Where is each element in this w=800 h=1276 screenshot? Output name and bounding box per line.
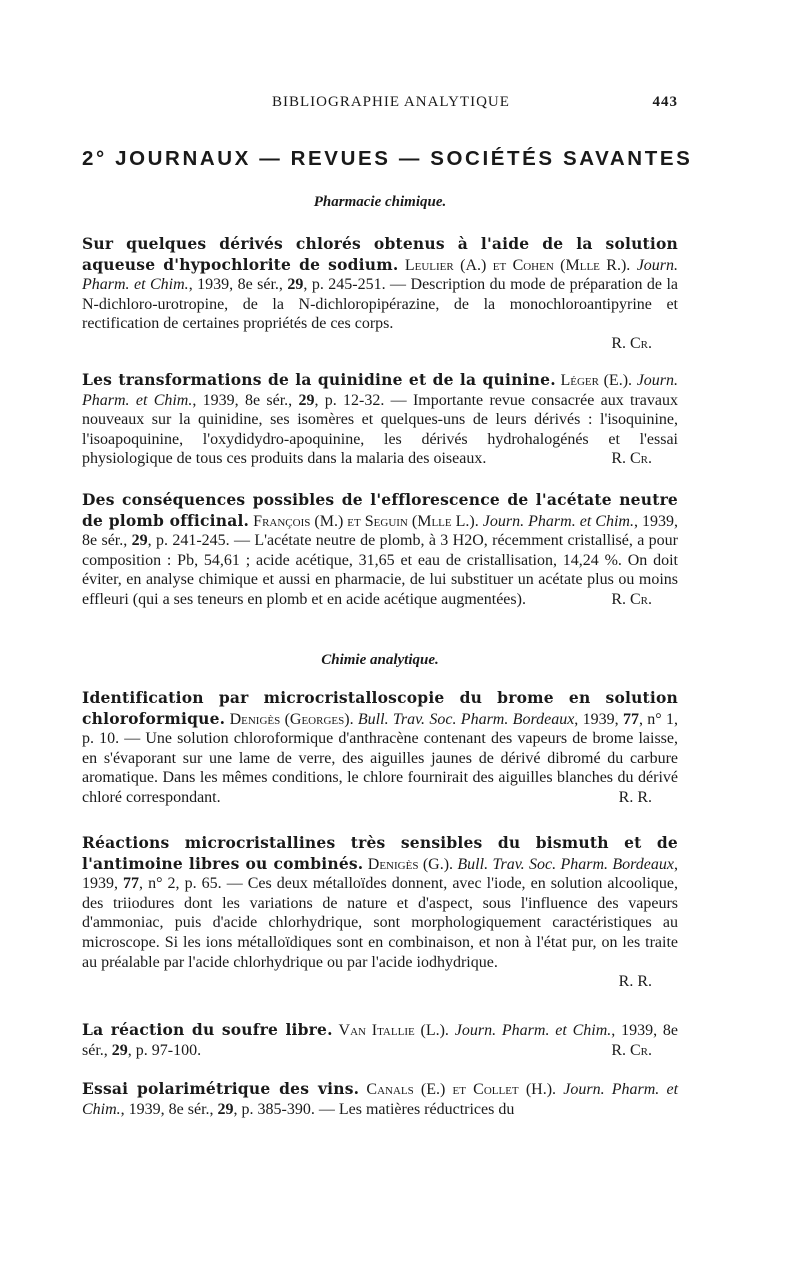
entry-pages: , p. 385-390.: [233, 1100, 315, 1118]
entry-journal: Journ. Pharm. et Chim.: [482, 512, 634, 530]
entry-title: Les transformations de la quinidine et de la quinine.: [82, 370, 556, 389]
running-title: BIBLIOGRAPHIE ANALYTIQUE: [272, 94, 510, 110]
entry-ref-year: , 1939,: [82, 855, 678, 893]
entry-authors: Denigès (G.).: [367, 855, 454, 873]
entry-abstract: — L'acétate neutre de plomb, à 3 H2O, récemment cristallisé, a pour composition : Pb, 54,61 ; acide acétique, 31,65 et eau de cristallisation, 14,24 %. On doit éviter, en analyse chimique et aussi en pharmacie, de lui substituer un acétate plus ou moins effleuri (qui a ses teneurs en plomb et en acide acétique augmentées).: [82, 532, 678, 608]
entry-signature: R. Cr.: [611, 450, 652, 468]
entry-journal: Journ. Pharm. et Chim.: [454, 1022, 612, 1039]
entry-title: Des conséquences possibles de l'efflorescence de l'acétate neutre de plomb officinal.: [82, 490, 678, 530]
entry-abstract: — Les matières réductrices du: [314, 1100, 515, 1118]
entry-ref-year: , 1939, 8e sér.,: [192, 391, 299, 409]
entry-pages: , p. 97-100.: [127, 1041, 202, 1059]
entry-pages: , p. 245-251.: [303, 276, 386, 294]
entry-volume: 29: [287, 276, 304, 294]
entry-abstract: — Une solution chloroformique d'anthracène contenant des vapeurs de brome laisse, en s'évaporant sur une lame de verre, des aiguilles jaunes de dérivé dibromé du carbure aromatique. Dans les mêmes conditions, le chlore fournirait des aiguilles blanches du dérivé chloré correspondant.: [82, 730, 678, 806]
entry-journal: Bull. Trav. Soc. Pharm. Bordeaux: [457, 855, 674, 873]
entry-journal: Bull. Trav. Soc. Pharm. Bordeaux: [357, 710, 575, 728]
entry-title: Identification par microcristalloscopie du brome en solution chloroformique.: [82, 688, 678, 728]
entry-authors: François (M.) et Seguin (Mlle L.).: [253, 512, 479, 530]
entry-ref-year: , 1939,: [574, 710, 623, 728]
entry-title: Essai polarimétrique des vins.: [82, 1079, 360, 1098]
subheading-pharmacie-chimique: Pharmacie chimique.: [313, 194, 447, 210]
bibliography-entry: [82, 833, 678, 992]
bibliography-entry: [82, 370, 678, 469]
entry-abstract: — Importante revue consacrée aux travaux nouveaux sur la quinidine, ses isomères et quelques-uns de leurs dérivés : l'isoquinine, l'isoapoquinine, l'oxydidydro-apoquinine, les dérivés hydrohalogénés et l'essai physiologique de tous ces produits dans la malaria des oiseaux.: [82, 391, 679, 468]
entry-ref-year: , 1939, 8e sér.,: [188, 276, 288, 294]
entry-title: La réaction du soufre libre.: [82, 1020, 333, 1039]
page-number: 443: [652, 94, 678, 110]
entry-authors: Léger (E.).: [560, 372, 633, 389]
entry-journal: Journ. Pharm. et Chim.: [82, 256, 679, 294]
bibliography-entry: [82, 688, 678, 808]
entry-volume: 29: [217, 1100, 234, 1118]
entry-volume: 29: [298, 391, 315, 409]
bibliography-entry: [82, 490, 678, 610]
running-head: [82, 90, 678, 118]
entry-title: Réactions microcristallines très sensibles du bismuth et de l'antimoine libres ou combinés.: [82, 833, 678, 873]
entry-authors: Leulier (A.) et Cohen (Mlle R.).: [404, 256, 631, 274]
bibliography-entry: [82, 234, 678, 354]
entry-pages: , p. 12-32.: [314, 391, 385, 409]
entry-signature: R. Cr.: [611, 590, 652, 608]
entry-abstract: — Description du mode de préparation de la N-dichloro-urotropine, de la N-dichloropipérazine, de la monochloroantipyrine et rectification de certaines propriétés de ces corps.: [82, 276, 679, 333]
entry-signature: R. Cr.: [611, 334, 652, 352]
entry-ref-year: , 1939, 8e sér.,: [82, 1022, 678, 1059]
bibliography-entry: [82, 1020, 678, 1060]
entry-authors: Van Itallie (L.).: [338, 1022, 449, 1039]
entry-title: Sur quelques dérivés chlorés obtenus à l'aide de la solution aqueuse d'hypochlorite de sodium.: [82, 234, 678, 274]
entry-volume: 77: [622, 710, 639, 728]
entry-signature: R. R.: [618, 788, 652, 806]
entry-pages: , n° 2, p. 65.: [139, 875, 222, 893]
entry-authors: Canals (E.) et Collet (H.).: [366, 1081, 557, 1098]
entry-volume: 29: [131, 532, 148, 550]
entry-signature: R. Cr.: [611, 1041, 652, 1059]
entry-journal: Journ. Pharm. et Chim.: [82, 1081, 679, 1118]
entry-journal: Journ. Pharm. et Chim.: [82, 372, 679, 409]
entry-volume: 29: [111, 1041, 128, 1059]
bibliography-entry: [82, 1079, 678, 1119]
entry-ref-year: , 1939, 8e sér.,: [120, 1100, 218, 1118]
entry-ref-year: , 1939, 8e sér.,: [82, 512, 678, 550]
entry-pages: , p. 241-245.: [147, 532, 230, 550]
subheading-chimie-analytique: Chimie analytique.: [321, 652, 439, 668]
section-heading: 2° JOURNAUX — REVUES — SOCIÉTÉS SAVANTES: [82, 147, 693, 170]
entry-signature: R. R.: [618, 973, 652, 991]
entry-volume: 77: [123, 875, 140, 893]
entry-pages: , n° 1, p. 10.: [82, 710, 679, 748]
entry-abstract: — Ces deux métalloïdes donnent, avec l'iode, en solution alcoolique, des triiodures dont les variations de nature et d'aspect, sous l'influence des vapeurs d'ammoniac, puis d'acide chlorhydrique, sont morphologiquement caractéristiques au microscope. Si les ions métalloïdiques sont en combinaison, et non à l'état pur, on les traite au préalable par l'acide chlorhydrique ou par l'acide iodhydrique.: [82, 875, 678, 971]
entry-authors: Denigès (Georges).: [229, 710, 354, 728]
